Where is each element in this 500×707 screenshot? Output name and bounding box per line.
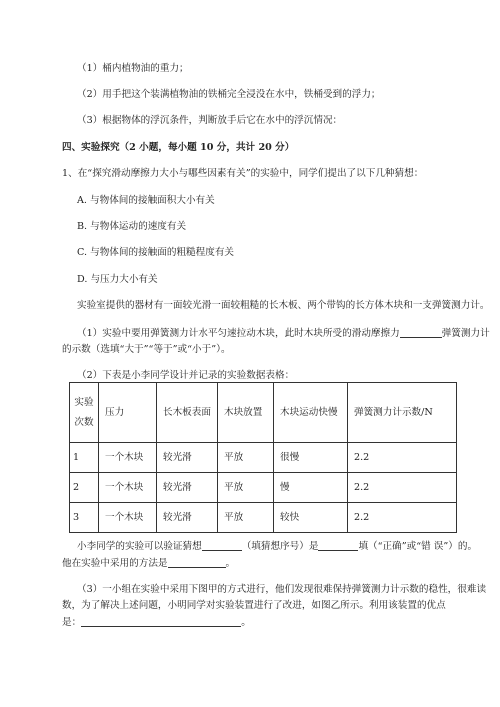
answer-blank-method[interactable]: [168, 557, 226, 568]
table-row: [70, 443, 457, 473]
part-3-period: 。: [241, 617, 251, 628]
cell-num: 3: [70, 503, 99, 533]
part-2-text-a: 小李同学的实验可以验证猜想: [77, 541, 202, 552]
answer-blank-correctness[interactable]: [318, 540, 358, 551]
cell-speed: 较快: [274, 503, 348, 533]
header-speed: 木块运动快慢: [274, 383, 348, 443]
cell-pressure: 一个木块: [99, 443, 157, 473]
cell-pressure: 一个木块: [99, 473, 157, 503]
part-1-text-a: （1）实验中要用弹簧测力计水平匀速拉动木块，此时木块所受的滑动摩擦力: [77, 328, 400, 339]
part-2-method-text: 他在实验中采用的方法是: [62, 558, 168, 569]
part-3-line-1: （3）一小组在实验中采用下图甲的方式进行，他们发现很难保持弹簧测力计示数的稳性，很难读: [77, 584, 487, 595]
header-pressure: 压力: [99, 383, 157, 443]
cell-num: 2: [70, 473, 99, 503]
cell-placement: 平放: [218, 473, 274, 503]
cell-num: 1: [70, 443, 99, 473]
part-1-line: [77, 327, 490, 340]
part-2-answer-line-2: [62, 557, 235, 570]
cell-placement: 平放: [218, 503, 274, 533]
table-header-row: [70, 383, 457, 443]
section-heading: 四、实验探究（2 小题，每小题 10 分，共计 20 分）: [62, 142, 295, 153]
option-d: D. 与压力大小有关: [77, 274, 158, 285]
option-b: B. 与物体运动的速度有关: [77, 221, 187, 232]
part-2-text-b: （填猜想序号）是: [241, 541, 319, 552]
header-trial-number-line1: 实验: [74, 396, 94, 408]
cell-speed: 很慢: [274, 443, 348, 473]
cell-pressure: 一个木块: [99, 503, 157, 533]
cell-placement: 平放: [218, 443, 274, 473]
text-line-2: （2）用手把这个装满植物油的铁桶完全浸没在水中，铁桶受到的浮力；: [77, 89, 381, 100]
part-1-text-b: 弹簧测力计: [441, 328, 490, 339]
header-trial-number: [70, 383, 99, 443]
equipment-text: 实验室提供的器材有一面较光滑一面较粗糙的长木板、两个带钩的长方体木块和一支弹簧测力计。: [77, 300, 490, 311]
text-line-1: （1）桶内植物油的重力；: [77, 63, 189, 74]
header-trial-number-line2: 次数: [74, 416, 94, 428]
part-2-period: 。: [225, 558, 236, 569]
cell-reading: 2.2: [348, 503, 457, 533]
question-1: 1、在“探究滑动摩擦力大小与哪些因素有关”的实验中，同学们提出了以下几种猜想：: [62, 168, 424, 179]
header-placement: 木块放置: [218, 383, 274, 443]
header-surface: 长木板表面: [157, 383, 218, 443]
answer-blank-advantage[interactable]: [81, 616, 241, 627]
cell-surface: 较光滑: [157, 503, 218, 533]
cell-reading: 2.2: [348, 473, 457, 503]
cell-reading: 2.2: [348, 443, 457, 473]
cell-speed: 慢: [274, 473, 348, 503]
answer-blank-hypothesis[interactable]: [202, 540, 242, 551]
part-2-intro: （2）下表是小李同学设计并记录的实验数据表格：: [77, 370, 295, 381]
part-3-line-2: 数，为了解决上述问题，小明同学对实验装置进行了改进，如图乙所示。利用该装置的优点: [62, 600, 446, 611]
part-2-answer-line-1: [77, 540, 477, 553]
cell-surface: 较光滑: [157, 473, 218, 503]
answer-blank-friction[interactable]: [400, 327, 442, 338]
table-row: [70, 503, 457, 533]
part-3-line-3: [62, 616, 251, 629]
header-reading: 弹簧测力计示数/N: [348, 383, 457, 443]
experiment-table: [69, 382, 457, 533]
part-1-text-c: 的示数（选填“大于”“等于”或“小于”）。: [62, 344, 231, 355]
option-c: C. 与物体间的接触面的粗糙程度有关: [77, 247, 235, 258]
text-line-3: （3）根据物体的浮沉条件，判断放手后它在水中的浮沉情况：: [77, 115, 343, 126]
option-a: A. 与物体间的接触面积大小有关: [77, 195, 215, 206]
table-row: [70, 473, 457, 503]
part-2-text-c: 填（“正确”或“错 误”）的。: [358, 541, 478, 552]
part-3-text-c: 是：: [62, 617, 82, 628]
cell-surface: 较光滑: [157, 443, 218, 473]
